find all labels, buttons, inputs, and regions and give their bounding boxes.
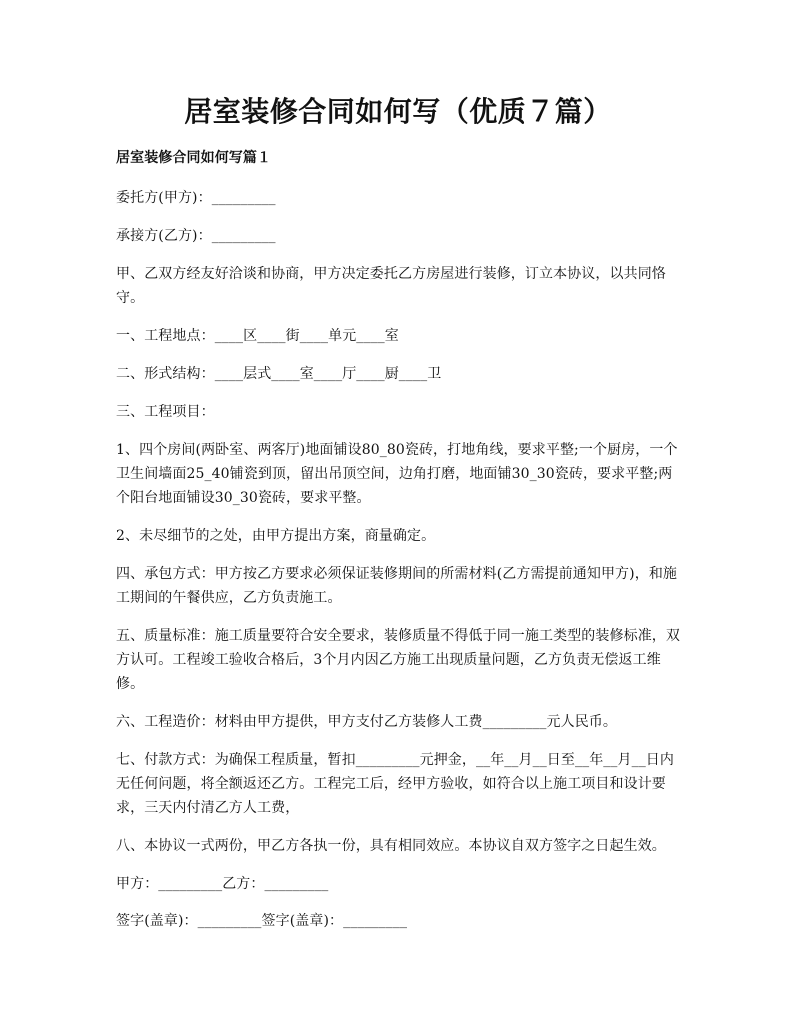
section-title: 居室装修合同如何写篇１	[116, 150, 272, 166]
seal-signature-line: 签字(盖章)：_________签字(盖章)：_________	[116, 913, 408, 929]
project-cost-line: 六、工程造价：材料由甲方提供，甲方支付乙方装修人工费_________元人民币。	[116, 714, 617, 730]
document-body	[116, 146, 682, 947]
project-items-heading: 三、工程项目：	[116, 404, 215, 420]
payment-method-paragraph: 七、付款方式：为确保工程质量，暂扣_________元押金，__年__月__日至__年__月__日内无任何问题，将全额返还乙方。工程完工后，经甲方验收，如符合以上施工项目和设计要求，三天内付清乙方人工费，	[116, 752, 674, 816]
document-title: 居室装修合同如何写（优质７篇）	[184, 95, 612, 128]
parties-signature-line: 甲方：_________乙方：_________	[116, 876, 329, 892]
client-party-line: 委托方(甲方)：_________	[116, 190, 276, 206]
agreement-intro-paragraph: 甲、乙双方经友好洽谈和协商，甲方决定委托乙方房屋进行装修，订立本协议，以共同恪守。	[116, 266, 666, 306]
agreement-copies-paragraph: 八、本协议一式两份，甲乙方各执一份，具有相同效应。本协议自双方签字之日起生效。	[116, 838, 666, 854]
project-item-one: 1、四个房间(两卧室、两客厅)地面铺设80_80瓷砖，打地角线，要求平整;一个厨房，一个卫生间墙面25_40铺瓷到顶，留出吊顶空间，边角打磨，地面铺30_30瓷砖，要求平整;两个阳台地面铺设30_30瓷砖，要求平整。	[116, 442, 678, 506]
project-location-line: 一、工程地点：____区____街____单元____室	[116, 328, 399, 344]
contracting-method-paragraph: 四、承包方式：甲方按乙方要求必须保证装修期间的所需材料(乙方需提前通知甲方)，和施工期间的午餐供应，乙方负责施工。	[116, 566, 678, 606]
contractor-party-line: 承接方(乙方)：_________	[116, 228, 276, 244]
project-item-two: 2、未尽细节的之处，由甲方提出方案，商量确定。	[116, 528, 436, 544]
structure-form-line: 二、形式结构：____层式____室____厅____厨____卫	[116, 366, 442, 382]
quality-standard-paragraph: 五、质量标准：施工质量要符合安全要求，装修质量不得低于同一施工类型的装修标准，双方认可。工程竣工验收合格后，3个月内因乙方施工出现质量问题，乙方负责无偿返工维修。	[116, 628, 680, 692]
